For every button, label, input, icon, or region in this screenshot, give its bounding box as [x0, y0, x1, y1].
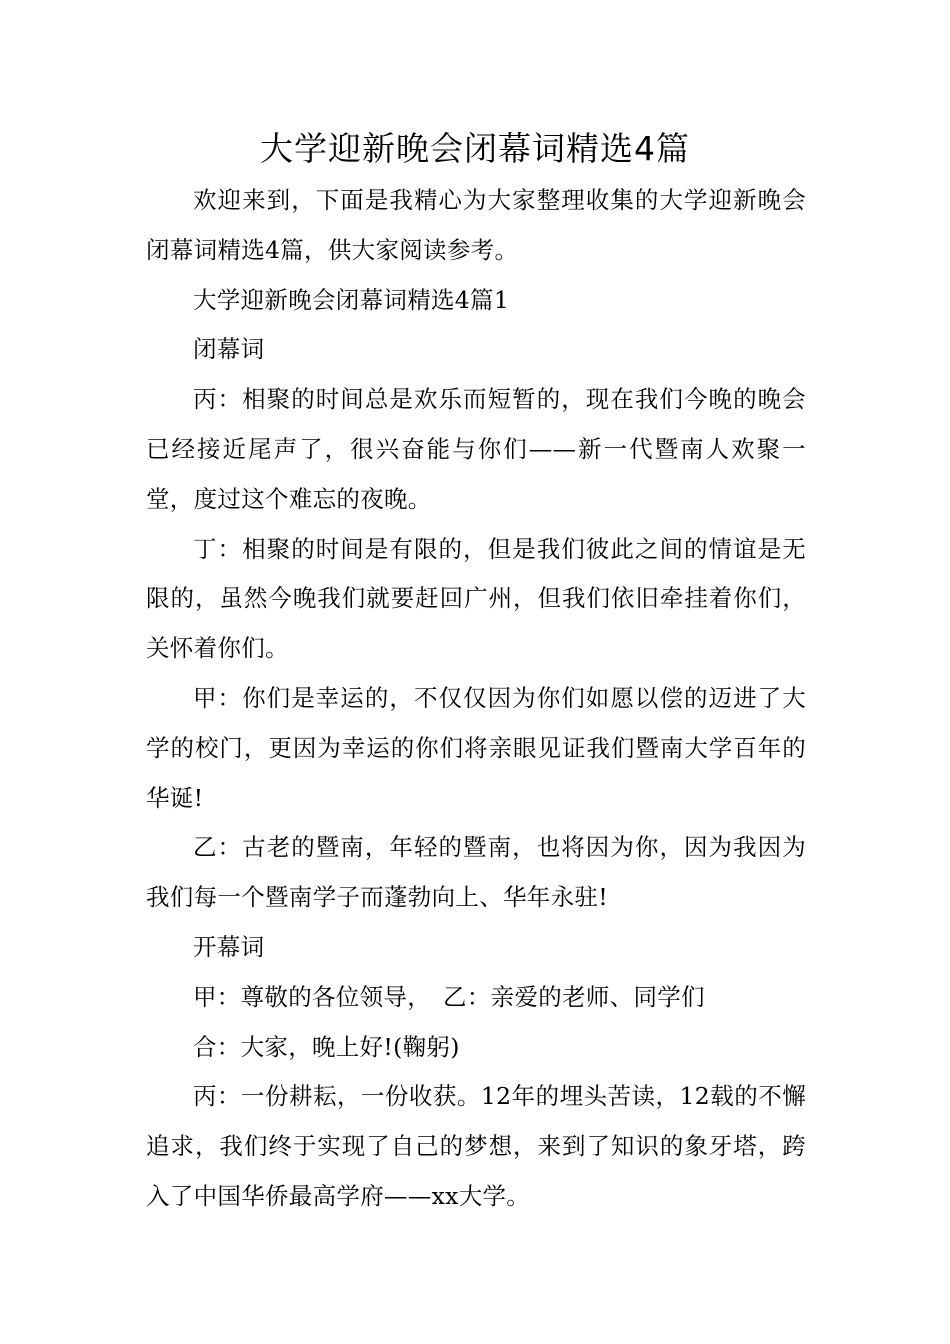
speech-paragraph: 合：大家，晚上好!(鞠躬)	[193, 1032, 460, 1061]
subheading-opening-speech: 开幕词	[193, 932, 265, 961]
intro-paragraph: 欢迎来到，下面是我精心为大家整理收集的大学迎新晚会闭幕词精选4篇，供大家阅读参考。	[146, 186, 806, 264]
speech-paragraph: 丙：相聚的时间总是欢乐而短暂的，现在我们今晚的晚会已经接近尾声了，很兴奋能与你们——新一代暨南人欢聚一堂，度过这个难忘的夜晚。	[146, 385, 806, 513]
speech-paragraph: 甲：你们是幸运的，不仅仅因为你们如愿以偿的迈进了大学的校门，更因为幸运的你们将亲眼见证我们暨南大学百年的华诞!	[146, 683, 806, 812]
subheading-closing-speech: 闭幕词	[193, 335, 265, 364]
speech-paragraph: 丁：相聚的时间是有限的，但是我们彼此之间的情谊是无限的，虽然今晚我们就要赶回广州，但我们依旧牵挂着你们，关怀着你们。	[146, 534, 806, 663]
document-body	[146, 176, 806, 1222]
section-heading: 大学迎新晚会闭幕词精选4篇1	[193, 285, 510, 314]
speech-paragraph: 乙：古老的暨南，年轻的暨南，也将因为你，因为我因为我们每一个暨南学子而蓬勃向上、华年永驻!	[146, 833, 806, 912]
speech-paragraph: 甲：尊敬的各位领导， 乙：亲爱的老师、同学们	[193, 982, 705, 1011]
speech-paragraph: 丙：一份耕耘，一份收获。12年的埋头苦读，12载的不懈追求，我们终于实现了自己的梦想，来到了知识的象牙塔，跨入了中国华侨最高学府——xx大学。	[146, 1082, 806, 1210]
document-title: 大学迎新晚会闭幕词精选4篇	[260, 129, 690, 168]
